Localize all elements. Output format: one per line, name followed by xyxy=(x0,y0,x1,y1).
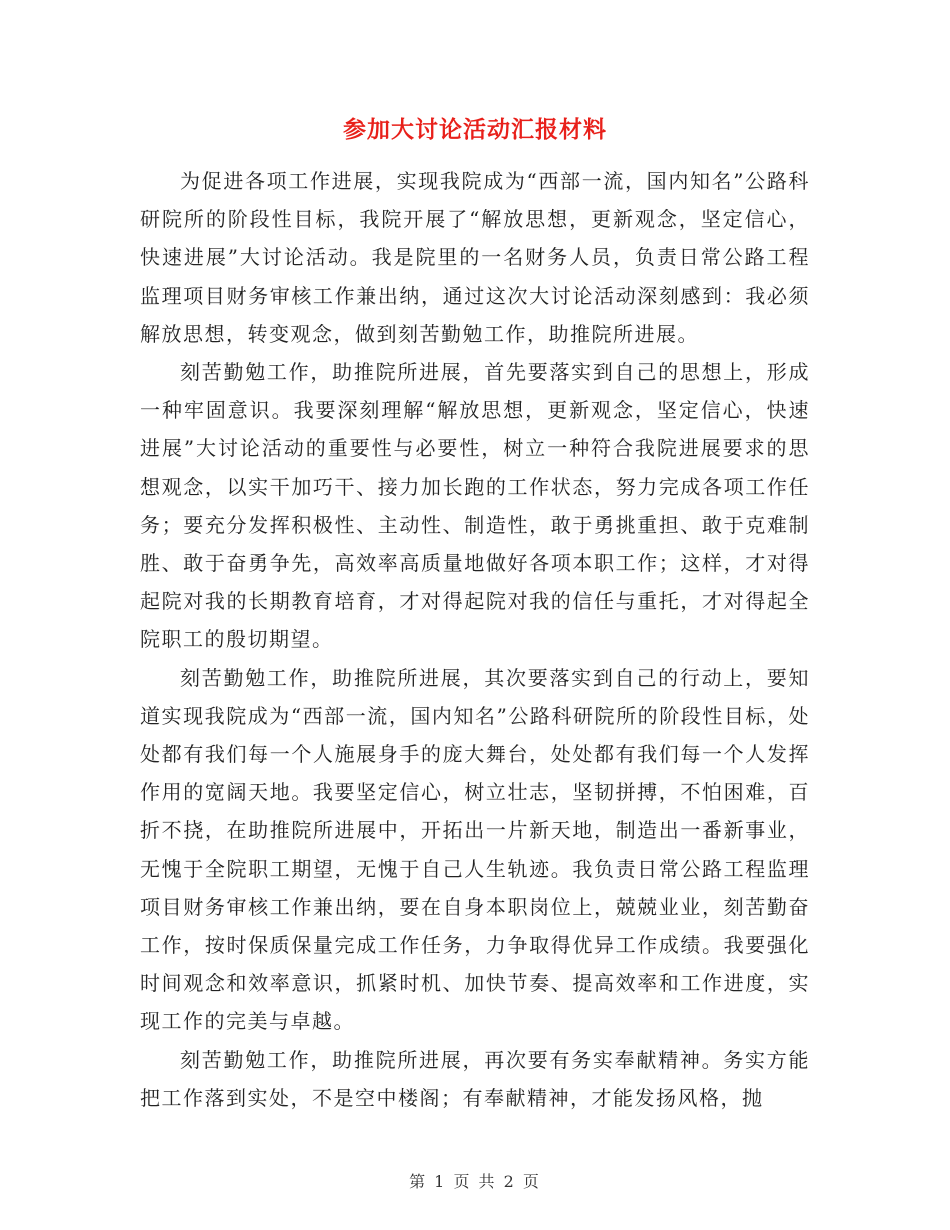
paragraph: 刻苦勤勉工作，助推院所进展，再次要有务实奉献精神。务实方能把工作落到实处，不是空中楼阁；有奉献精神，才能发扬风格，抛 xyxy=(140,1047,810,1110)
document-title: 参加大讨论活动汇报材料 xyxy=(343,116,607,143)
paragraph: 刻苦勤勉工作，助推院所进展，首先要落实到自己的思想上，形成一种牢固意识。我要深刻理解“解放思想，更新观念，坚定信心，快速进展”大讨论活动的重要性与必要性，树立一种符合我院进展要求的思想观念，以实干加巧干、接力加长跑的工作状态，努力完成各项工作任务；要充分发挥积极性、主动性、制造性，敢于勇挑重担、敢于克难制胜、敢于奋勇争先，高效率高质量地做好各项本职工作；这样，才对得起院对我的长期教育培育，才对得起院对我的信任与重托，才对得起全院职工的殷切期望。 xyxy=(140,360,810,652)
paragraph: 为促进各项工作进展，实现我院成为“西部一流，国内知名”公路科研院所的阶段性目标，我院开展了“解放思想，更新观念，坚定信心，快速进展”大讨论活动。我是院里的一名财务人员，负责日常公路工程监理项目财务审核工作兼出纳，通过这次大讨论活动深刻感到：我必须解放思想，转变观念，做到刻苦勤勉工作，助推院所进展。 xyxy=(140,169,810,346)
page-number-footer: 第 1 页 共 2 页 xyxy=(409,1172,541,1191)
document-body xyxy=(140,162,810,1117)
paragraph: 刻苦勤勉工作，助推院所进展，其次要落实到自己的行动上，要知道实现我院成为“西部一流，国内知名”公路科研院所的阶段性目标，处处都有我们每一个人施展身手的庞大舞台，处处都有我们每一个人发挥作用的宽阔天地。我要坚定信心，树立壮志，坚韧拼搏，不怕困难，百折不挠，在助推院所进展中，开拓出一片新天地，制造出一番新事业，无愧于全院职工期望，无愧于自己人生轨迹。我负责日常公路工程监理项目财务审核工作兼出纳，要在自身本职岗位上，兢兢业业，刻苦勤奋工作，按时保质保量完成工作任务，力争取得优异工作成绩。我要强化时间观念和效率意识，抓紧时机、加快节奏、提高效率和工作进度，实现工作的完美与卓越。 xyxy=(140,665,810,1034)
